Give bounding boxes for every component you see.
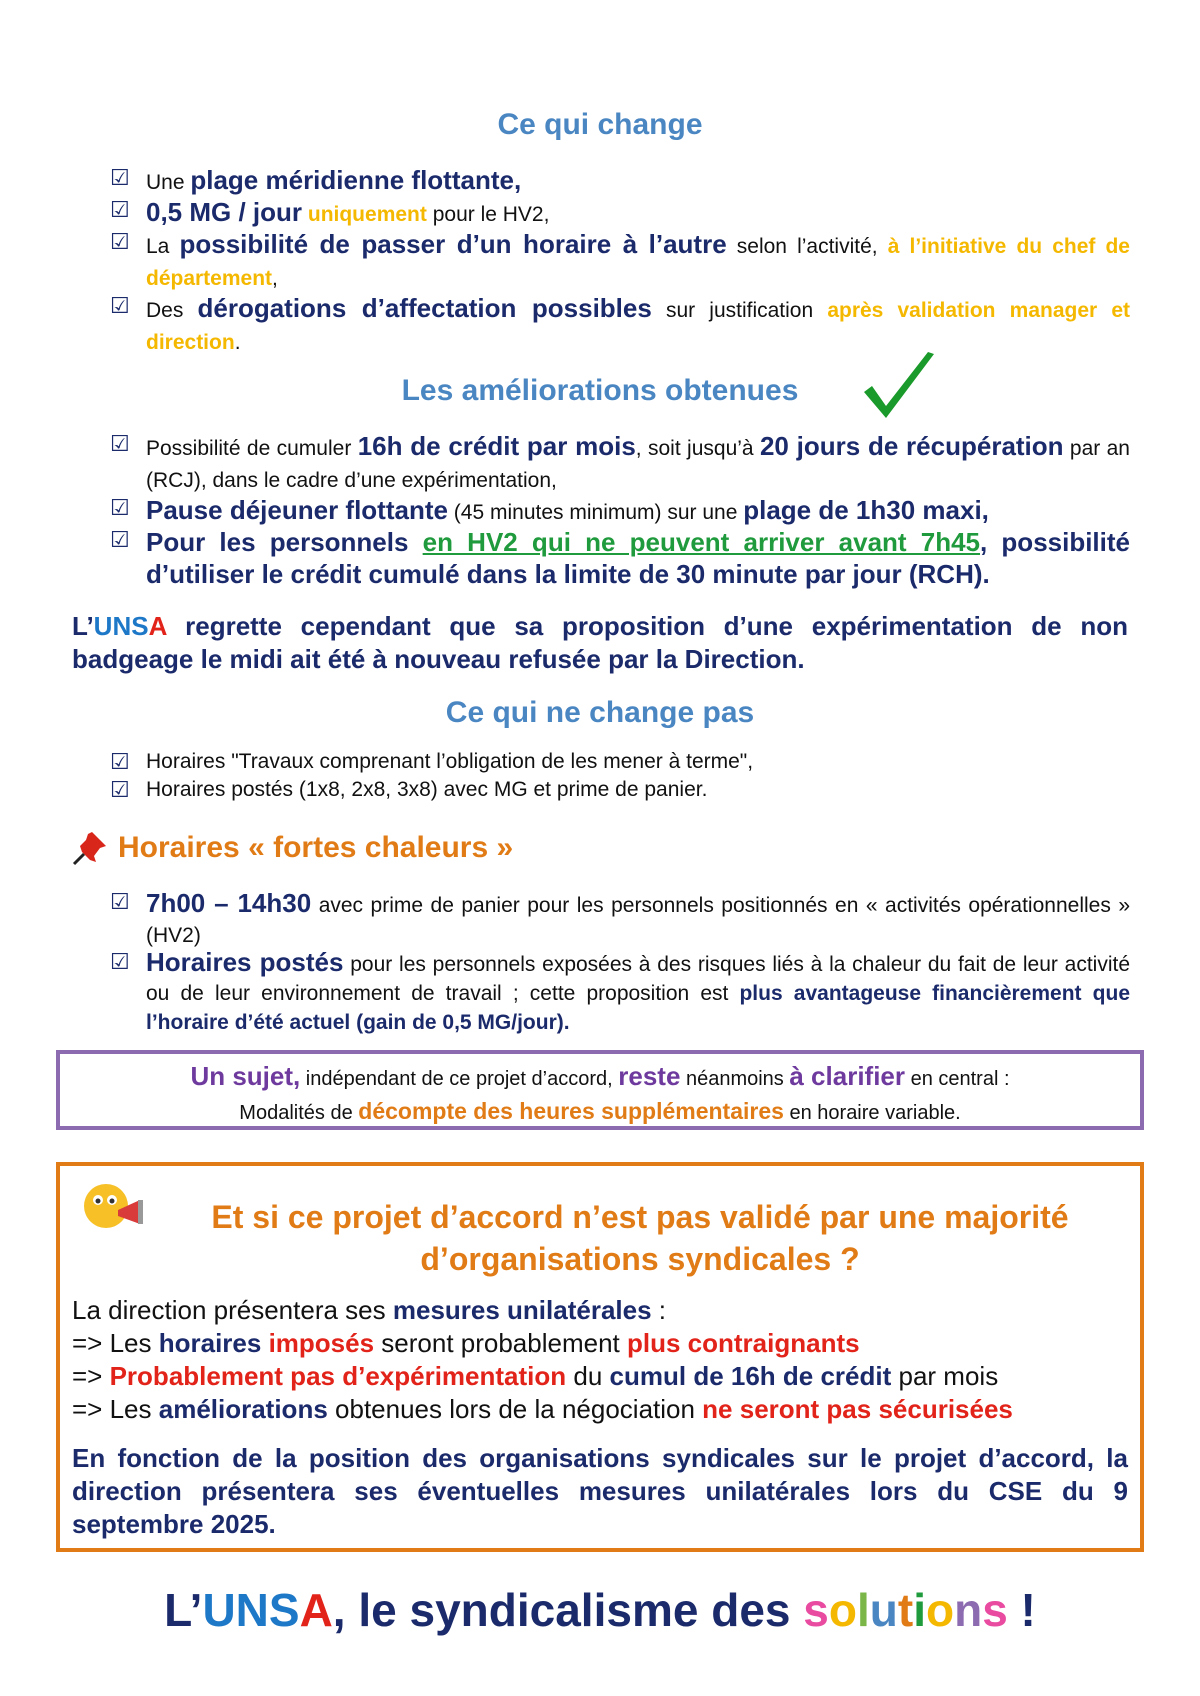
megaphone-face-icon — [82, 1178, 146, 1234]
checkbox-icon: ☑ — [110, 165, 130, 190]
validation-line-1: La direction présentera ses mesures unilatérales : — [72, 1295, 667, 1325]
checkbox-icon: ☑ — [110, 889, 130, 914]
checkbox-icon: ☑ — [110, 229, 130, 254]
section-title-improvements: Les améliorations obtenues — [401, 374, 799, 407]
section-title-heat: Horaires « fortes chaleurs » — [118, 831, 514, 864]
validation-line-3: => Probablement pas d’expérimentation du cumul de 16h de crédit par mois — [72, 1361, 999, 1391]
list-item: ☑ Horaires postés (1x8, 2x8, 3x8) avec MG et prime de panier. — [110, 777, 708, 802]
pushpin-icon — [72, 830, 108, 866]
subject-box — [56, 1050, 1144, 1130]
subject-line-2: Modalités de décompte des heures supplémentaires en horaire variable. — [239, 1098, 961, 1124]
checkbox-icon: ☑ — [110, 749, 130, 774]
checkbox-icon: ☑ — [110, 527, 130, 552]
subject-line-1: Un sujet, indépendant de ce projet d’accord, reste néanmoins à clarifier en central : — [190, 1061, 1010, 1091]
section-title-changes: Ce qui change — [497, 108, 703, 141]
checkbox-icon: ☑ — [110, 431, 130, 456]
list-item: ☑ Horaires postés pour les personnels exposées à des risques liés à la chaleur du fait de leur activité ou de leur environnement de travail ; cette proposition est plus avantageuse financièrement que l’horaire d’été actuel (gain de 0,5 MG/jour). — [110, 947, 1131, 1034]
checkbox-icon: ☑ — [110, 949, 130, 974]
list-item: ☑ Des dérogations d’affectation possibles sur justification après validation manager et direction. — [110, 293, 1130, 354]
list-item: ☑ Horaires "Travaux comprenant l’obligation de les mener à terme", — [110, 749, 754, 774]
unsa-regret-paragraph: L’UNSA regrette cependant que sa proposition d’une expérimentation de non badgeage le midi ait été à nouveau refusée par la Direction. — [72, 611, 1128, 674]
checkmark-icon — [858, 348, 938, 428]
validation-line-4: => Les améliorations obtenues lors de la négociation ne seront pas sécurisées — [72, 1394, 1013, 1424]
list-item: ☑ Pour les personnels en HV2 qui ne peuvent arriver avant 7h45, possibilité d’utiliser le crédit cumulé dans la limite de 30 minute par jour (RCH). — [110, 527, 1131, 589]
validation-line-2: => Les horaires imposés seront probablement plus contraignants — [72, 1328, 860, 1358]
checkbox-icon: ☑ — [110, 777, 130, 802]
list-item: ☑ 0,5 MG / jour uniquement pour le HV2, — [110, 197, 550, 227]
validation-title: Et si ce projet d’accord n’est pas validé par une majorité d’organisations syndicales ? — [211, 1199, 1069, 1277]
list-item: ☑ Possibilité de cumuler 16h de crédit par mois, soit jusqu’à 20 jours de récupération par an (RCJ), dans le cadre d’une expérimentation, — [110, 431, 1130, 492]
slogan: L’UNSA, le syndicalisme des solutions ! — [164, 1584, 1036, 1636]
list-item: ☑ La possibilité de passer d’un horaire à l’autre selon l’activité, à l’initiative du chef de département, — [110, 229, 1130, 290]
checkbox-icon: ☑ — [110, 495, 130, 520]
list-item: ☑ Une plage méridienne flottante, — [110, 165, 522, 195]
list-item: ☑ 7h00 – 14h30 avec prime de panier pour les personnels positionnés en « activités opérationnelles » (HV2) — [110, 888, 1130, 947]
list-item: ☑ Pause déjeuner flottante (45 minutes minimum) sur une plage de 1h30 maxi, — [110, 495, 989, 525]
validation-conclusion: En fonction de la position des organisations syndicales sur le projet d’accord, la direction présentera ses éventuelles mesures unilatérales lors du CSE du 9 septembre 2025. — [72, 1443, 1128, 1539]
section-title-unchanged: Ce qui ne change pas — [445, 696, 755, 729]
checkbox-icon: ☑ — [110, 293, 130, 318]
checkbox-icon: ☑ — [110, 197, 130, 222]
